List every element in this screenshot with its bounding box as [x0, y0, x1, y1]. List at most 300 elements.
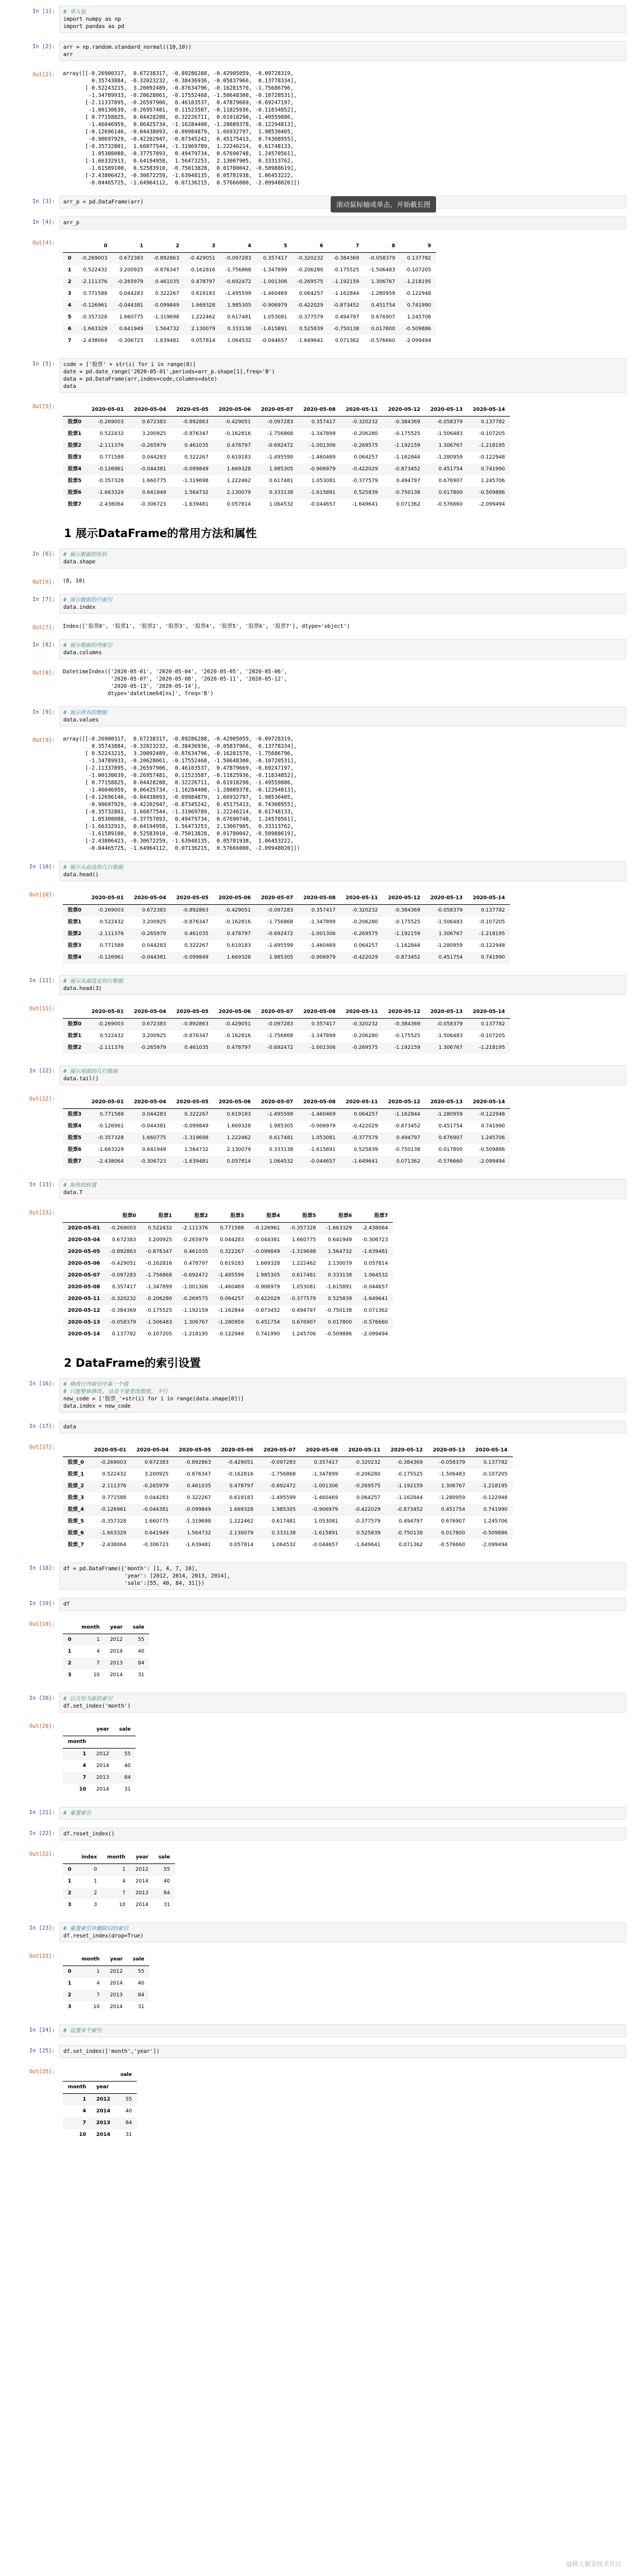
output-prompt: Out[13]: — [29, 1210, 55, 1216]
code-comment: # 展示尾部的几行数据 — [63, 1069, 118, 1075]
table-cell: 0.641949 — [142, 1147, 166, 1153]
table-cell: 0.461035 — [184, 443, 208, 448]
table-row — [63, 1019, 510, 1031]
column-header: 2020-05-13 — [425, 404, 468, 417]
table-cell: -0.576660 — [439, 1542, 465, 1548]
code-line — [63, 361, 622, 368]
table-cell: -0.750138 — [326, 1308, 352, 1314]
column-header: 2020-05-14 — [467, 1097, 510, 1109]
table-cell: -0.422029 — [352, 955, 378, 960]
code-text: df.reset_index(drop=True) — [63, 1933, 143, 1939]
code-input[interactable] — [59, 548, 626, 568]
table-cell: -0.058379 — [369, 256, 396, 261]
table-cell: 0.522432 — [99, 919, 124, 925]
table-cell: 1.669328 — [229, 1507, 254, 1513]
table-cell: -1.192159 — [333, 279, 359, 285]
table-cell: 2014 — [109, 1649, 123, 1654]
input-prompt: In [10]: — [29, 864, 55, 870]
cell-output — [59, 889, 626, 967]
table-cell: -1.218195 — [479, 931, 506, 937]
table-cell: -0.873452 — [394, 466, 420, 472]
column-header: 2020-05-04 — [129, 1006, 172, 1019]
table-row — [63, 1030, 510, 1042]
column-header: 股票5 — [285, 1210, 321, 1223]
column-header: 2020-05-08 — [298, 892, 341, 905]
table-cell: -0.892863 — [182, 908, 208, 913]
code-comment: # 只能整体修改, 这是不能更改数值, 不行 — [63, 1389, 168, 1395]
table-cell: -0.175525 — [333, 267, 359, 273]
column-header: 2020-05-06 — [214, 1006, 256, 1019]
table-cell: -1.495599 — [218, 1273, 244, 1278]
table-cell: -0.269003 — [81, 256, 108, 261]
table-row — [63, 2001, 149, 2013]
table-row — [63, 1772, 136, 1784]
table-cell: -1.347899 — [312, 1472, 339, 1477]
table-cell: -0.357328 — [100, 1519, 127, 1524]
table-cell: 0.741990 — [481, 955, 506, 960]
row-index: 股票2 — [68, 1045, 82, 1051]
table-row — [63, 1329, 393, 1340]
column-header — [63, 892, 86, 905]
table-row — [63, 1646, 149, 1658]
column-header: 2020-05-12 — [386, 1445, 428, 1457]
table-cell: 0.064257 — [356, 1495, 381, 1501]
table-cell: -0.162816 — [225, 431, 251, 437]
table-cell: -1.347899 — [309, 919, 336, 925]
table-cell: -0.892863 — [110, 1249, 136, 1255]
notebook-cell — [0, 2024, 635, 2037]
table-cell: -0.377579 — [297, 315, 323, 320]
table-cell: 40 — [138, 1649, 145, 1654]
table-cell: -1.506483 — [369, 267, 396, 273]
code-text: df.set_index(['month','year']) — [63, 2048, 160, 2055]
code-input[interactable] — [59, 1807, 626, 1820]
table-cell: -0.126961 — [98, 955, 124, 960]
cell-output — [59, 1003, 626, 1057]
table-cell: -0.269575 — [352, 931, 378, 937]
row-index: 股票3 — [68, 455, 82, 460]
code-line — [63, 649, 622, 656]
code-comment: # 展示头部选定的行数据 — [63, 978, 123, 984]
table-cell: 0.137782 — [481, 419, 506, 425]
code-line — [63, 1830, 622, 1838]
table-cell: 1 — [94, 1879, 98, 1884]
table-cell: -1.162844 — [394, 1112, 420, 1117]
table-cell: 0.522432 — [102, 1472, 127, 1477]
table-cell: -1.162844 — [218, 1308, 244, 1314]
notebook-cell — [0, 216, 635, 350]
code-comment: # 展示所有的数据 — [63, 710, 107, 716]
table-cell: -0.206280 — [354, 1472, 381, 1477]
table-cell: 2013 — [135, 1890, 149, 1896]
output-prompt: Out[25]: — [29, 2069, 55, 2075]
output-prompt: Out[11]: — [29, 1006, 55, 1012]
code-input[interactable] — [59, 1828, 626, 1840]
table-header-row — [63, 2069, 137, 2082]
code-text: import pandas as pd — [63, 24, 124, 30]
table-cell: -1.639481 — [185, 1542, 211, 1548]
table-cell: 1.985305 — [271, 1507, 296, 1513]
table-cell: 4 — [122, 1879, 126, 1884]
row-index: 股票2 — [68, 443, 82, 448]
row-index: 1 — [68, 1879, 72, 1884]
table-cell: -1.615891 — [326, 1284, 352, 1290]
row-index: 股票7 — [68, 502, 82, 507]
table-cell: -0.107205 — [405, 267, 432, 273]
table-cell: 1.245706 — [407, 315, 432, 320]
row-index: 股票0 — [68, 1021, 82, 1027]
code-text: df — [63, 1601, 70, 1607]
table-cell: -1.280959 — [218, 1320, 244, 1325]
table-cell: -0.269575 — [297, 279, 323, 285]
code-input[interactable] — [59, 1692, 626, 1713]
column-header: 2020-05-08 — [298, 1097, 341, 1109]
column-header: 2020-05-13 — [425, 1097, 468, 1109]
table-cell: 1.564732 — [187, 1530, 211, 1536]
table-cell: 0.461035 — [184, 1045, 208, 1051]
table-cell: -0.306723 — [140, 1159, 166, 1164]
code-line — [63, 871, 622, 878]
table-cell: 1.245706 — [481, 478, 506, 484]
table-cell: -0.206280 — [352, 919, 378, 925]
column-header: 2020-05-04 — [131, 1445, 174, 1457]
table-row — [63, 1634, 149, 1647]
table-row — [63, 1457, 513, 1469]
column-header: 2020-05-01 — [86, 1006, 129, 1019]
code-input[interactable] — [59, 2045, 626, 2058]
table-cell: -1.495599 — [267, 1112, 294, 1117]
table-cell: 0.461035 — [184, 1249, 208, 1255]
code-input[interactable] — [59, 216, 626, 229]
table-cell: 1.564732 — [328, 1249, 352, 1255]
code-input[interactable] — [59, 2024, 626, 2037]
table-row — [63, 253, 436, 265]
table-row — [63, 1042, 510, 1054]
table-cell: 1.985305 — [256, 1273, 280, 1278]
code-line — [63, 596, 622, 604]
column-header — [63, 241, 76, 253]
table-row — [63, 1223, 393, 1235]
table-cell: -1.162844 — [397, 1495, 423, 1501]
table-row — [63, 1784, 136, 1796]
table-cell: -0.306723 — [362, 1237, 388, 1243]
table-cell: 0.617481 — [291, 1273, 316, 1278]
table-cell: -0.906979 — [309, 466, 336, 472]
table-cell: -1.280959 — [437, 455, 463, 460]
row-index: 股票_2 — [68, 1483, 84, 1489]
table-cell: -0.058379 — [439, 1460, 465, 1465]
code-input[interactable] — [59, 6, 626, 33]
table-cell: -0.175525 — [394, 1033, 420, 1039]
table-cell: 0.461035 — [184, 931, 208, 937]
column-header: 8 — [364, 241, 400, 253]
table-row — [63, 928, 510, 940]
table-row — [63, 1990, 149, 2001]
column-header: sale — [115, 2069, 137, 2082]
table-row — [63, 1305, 393, 1317]
column-header: 2020-05-14 — [470, 1445, 513, 1457]
table-cell: -0.099849 — [254, 1249, 280, 1255]
code-line — [63, 1932, 622, 1940]
column-header — [63, 2069, 91, 2082]
table-cell: 1.564732 — [155, 326, 179, 332]
code-line — [63, 8, 622, 16]
input-prompt: In [16]: — [29, 1381, 55, 1387]
code-text: data.index — [63, 604, 96, 611]
table-cell: 1.306767 — [184, 1320, 208, 1325]
code-comment: # 重置索引 — [63, 1810, 91, 1816]
table-cell: -0.044381 — [140, 1123, 166, 1129]
table-row — [63, 288, 436, 300]
code-input[interactable] — [59, 1922, 626, 1943]
table-cell: 0.522432 — [83, 267, 108, 273]
dataframe-table — [63, 1724, 136, 1796]
table-cell: 2013 — [96, 1775, 109, 1780]
table-cell: -0.357328 — [98, 1135, 124, 1141]
dataframe-table — [63, 1006, 510, 1054]
row-index: 股票0 — [68, 419, 82, 425]
notebook-cell — [0, 639, 635, 699]
notebook-cell — [0, 1378, 635, 1413]
notebook-cell — [0, 1562, 635, 1590]
table-row — [63, 1516, 513, 1528]
code-line — [63, 51, 622, 58]
table-cell: 10 — [119, 1902, 126, 1908]
column-header: year — [131, 1852, 154, 1864]
code-input[interactable] — [59, 1562, 626, 1590]
table-cell: -0.509886 — [479, 1147, 506, 1153]
dataframe-table — [63, 892, 510, 964]
table-row — [63, 917, 510, 928]
table-cell: -0.097283 — [110, 1273, 136, 1278]
table-cell: -0.906979 — [312, 1507, 339, 1513]
index-name-row — [63, 1736, 136, 1749]
table-cell: -0.692472 — [267, 1045, 294, 1051]
table-cell: 0.137782 — [481, 908, 506, 913]
table-cell: 2014 — [96, 1787, 109, 1792]
table-cell: 0.525839 — [354, 490, 378, 496]
code-line — [63, 1565, 622, 1573]
code-text: data.tail() — [63, 1076, 99, 1082]
code-text: data.T — [63, 1190, 83, 1196]
output-prompt: Out[5]: — [32, 404, 55, 410]
table-cell: -0.876347 — [182, 919, 208, 925]
table-cell: -0.429051 — [189, 256, 216, 261]
code-input[interactable] — [59, 41, 626, 61]
table-row — [63, 1888, 175, 1899]
column-header: 0 — [76, 241, 112, 253]
column-header: 2020-05-11 — [343, 1445, 386, 1457]
table-cell: -1.663329 — [326, 1225, 352, 1231]
table-cell: 2014 — [135, 1879, 149, 1884]
table-cell: -0.044381 — [117, 303, 143, 308]
table-cell: -0.265979 — [140, 1045, 166, 1051]
table-cell: -0.097283 — [225, 256, 252, 261]
code-text: data.shape — [63, 559, 96, 565]
code-text: import numpy as np — [63, 16, 121, 22]
table-cell: -0.162816 — [146, 1261, 172, 1266]
table-cell: -0.384369 — [394, 908, 420, 913]
code-input[interactable] — [59, 706, 626, 727]
row-index: 股票_5 — [68, 1519, 84, 1524]
table-cell: 0.617481 — [271, 1519, 296, 1524]
table-row — [63, 1246, 393, 1258]
column-header: 6 — [292, 241, 328, 253]
table-cell: 7 — [96, 1661, 100, 1666]
table-cell: 1.222462 — [229, 1519, 254, 1524]
table-cell: -1.347899 — [309, 1033, 336, 1039]
table-cell: 0.322267 — [184, 455, 208, 460]
table-header-row — [63, 1852, 175, 1864]
table-cell: -0.107205 — [479, 1033, 506, 1039]
table-cell: 0.137782 — [483, 1460, 508, 1465]
table-header-row — [63, 1622, 149, 1634]
table-cell: 55 — [125, 2097, 132, 2102]
code-line — [63, 709, 622, 716]
table-cell: -1.506483 — [439, 1472, 465, 1477]
row-index: 3 — [68, 1902, 72, 1908]
row-index: 0 — [68, 1867, 72, 1872]
code-input[interactable] — [59, 594, 626, 614]
code-text: arr — [63, 52, 73, 58]
table-cell: 0.322267 — [155, 291, 179, 297]
output-prompt: Out[17]: — [29, 1444, 55, 1450]
table-cell: -0.269003 — [98, 419, 124, 425]
input-prompt: In [6]: — [32, 551, 55, 557]
table-row — [63, 1293, 393, 1305]
row-index: 6 — [68, 326, 72, 332]
column-header: 股票4 — [249, 1210, 285, 1223]
table-cell: -1.460469 — [218, 1284, 244, 1290]
table-cell: 1.669328 — [226, 1123, 251, 1129]
table-cell: 0.641949 — [328, 1237, 352, 1243]
table-cell: 1.245706 — [291, 1331, 316, 1337]
row-index: 2013 — [96, 2120, 110, 2126]
code-input[interactable] — [59, 1421, 626, 1433]
table-cell: -2.438064 — [81, 338, 108, 344]
table-cell: -2.438064 — [98, 502, 124, 507]
column-header — [63, 1954, 76, 1966]
table-row — [63, 440, 510, 452]
notebook-cell — [0, 1692, 635, 1799]
table-cell: -1.756868 — [267, 919, 294, 925]
table-cell: -0.906979 — [309, 955, 336, 960]
table-cell: -0.107205 — [479, 919, 506, 925]
table-cell: 0.333138 — [328, 1273, 352, 1278]
table-cell: 0 — [94, 1867, 98, 1872]
row-index: 1 — [68, 1981, 72, 1986]
column-header: 2020-05-06 — [214, 404, 256, 417]
code-line — [63, 1580, 622, 1587]
table-cell: -0.873452 — [333, 303, 359, 308]
code-comment: # 以月份为新的索引 — [63, 1696, 113, 1702]
code-input[interactable] — [59, 358, 626, 393]
code-text: data.columns — [63, 650, 102, 656]
table-cell: -0.162816 — [225, 919, 251, 925]
table-cell: -0.876347 — [185, 1472, 211, 1477]
cell-output — [59, 401, 626, 514]
code-input[interactable] — [59, 1179, 626, 1199]
row-index: 股票_6 — [68, 1530, 84, 1536]
code-line — [63, 2048, 622, 2055]
dataframe-table — [63, 2069, 137, 2141]
table-cell: -1.280959 — [437, 1112, 463, 1117]
output-prompt: Out[20]: — [29, 1723, 55, 1729]
column-header: sale — [128, 1622, 150, 1634]
table-cell: -0.126961 — [81, 303, 108, 308]
table-cell: -0.122948 — [405, 291, 432, 297]
notebook-cell — [0, 196, 635, 209]
row-index: 2020-05-04 — [68, 1237, 100, 1243]
column-header: 2020-05-08 — [298, 1006, 341, 1019]
table-cell: -0.320232 — [352, 1021, 378, 1027]
code-input[interactable] — [59, 639, 626, 659]
row-index: 2014 — [96, 2132, 110, 2138]
index-name: month — [63, 2082, 91, 2094]
table-cell: -1.218195 — [481, 1483, 508, 1489]
table-header-row — [63, 404, 510, 417]
code-input[interactable] — [59, 1598, 626, 1611]
table-cell: -1.460469 — [309, 943, 336, 949]
table-cell: 0.057814 — [226, 502, 251, 507]
table-cell: -1.639481 — [153, 338, 179, 344]
column-header: 2020-05-14 — [467, 404, 510, 417]
table-cell: -0.044657 — [312, 1542, 339, 1548]
table-cell: -1.649641 — [297, 338, 323, 344]
table-cell: 0.451754 — [438, 955, 463, 960]
dataframe-table — [63, 1210, 393, 1340]
output-prompt: Out[8]: — [32, 670, 55, 676]
table-cell: 1.053081 — [291, 1284, 316, 1290]
row-index: 3 — [68, 1672, 72, 1678]
code-text: df.set_index('month') — [63, 1703, 131, 1709]
table-cell: -1.218195 — [479, 443, 506, 448]
table-cell: -0.306723 — [117, 338, 143, 344]
table-row — [63, 952, 510, 964]
table-cell: -1.649641 — [362, 1296, 388, 1302]
column-header: index — [76, 1852, 102, 1864]
table-cell: 0.619183 — [226, 943, 251, 949]
table-cell: 0.617481 — [227, 315, 252, 320]
notebook-cell — [0, 1922, 635, 2017]
table-cell: -1.347899 — [261, 267, 288, 273]
notebook-cell — [0, 1598, 635, 1685]
table-cell: -0.122948 — [218, 1331, 244, 1337]
table-cell: -0.269003 — [98, 908, 124, 913]
column-header: 2020-05-04 — [129, 1097, 172, 1109]
table-cell: 0.478797 — [191, 279, 216, 285]
code-input[interactable] — [59, 861, 626, 881]
column-header: 2020-05-04 — [129, 404, 172, 417]
row-index: 2020-05-08 — [68, 1284, 100, 1290]
code-input[interactable] — [59, 1378, 626, 1413]
table-cell: -2.099494 — [479, 1159, 506, 1164]
table-cell: -0.509886 — [326, 1331, 352, 1337]
table-cell: -1.192159 — [394, 1045, 420, 1051]
table-row — [63, 1876, 175, 1888]
notebook-cell — [0, 6, 635, 33]
table-cell: 0.064257 — [299, 291, 323, 297]
table-cell: -0.265979 — [140, 931, 166, 937]
code-input[interactable] — [59, 975, 626, 995]
table-row — [63, 905, 510, 917]
table-cell: 0.672383 — [142, 419, 166, 425]
table-cell: 0.044283 — [142, 1112, 166, 1117]
table-cell: -0.906979 — [261, 303, 288, 308]
table-cell: 0.044283 — [142, 943, 166, 949]
code-input[interactable] — [59, 1065, 626, 1085]
row-index: 7 — [68, 338, 72, 344]
